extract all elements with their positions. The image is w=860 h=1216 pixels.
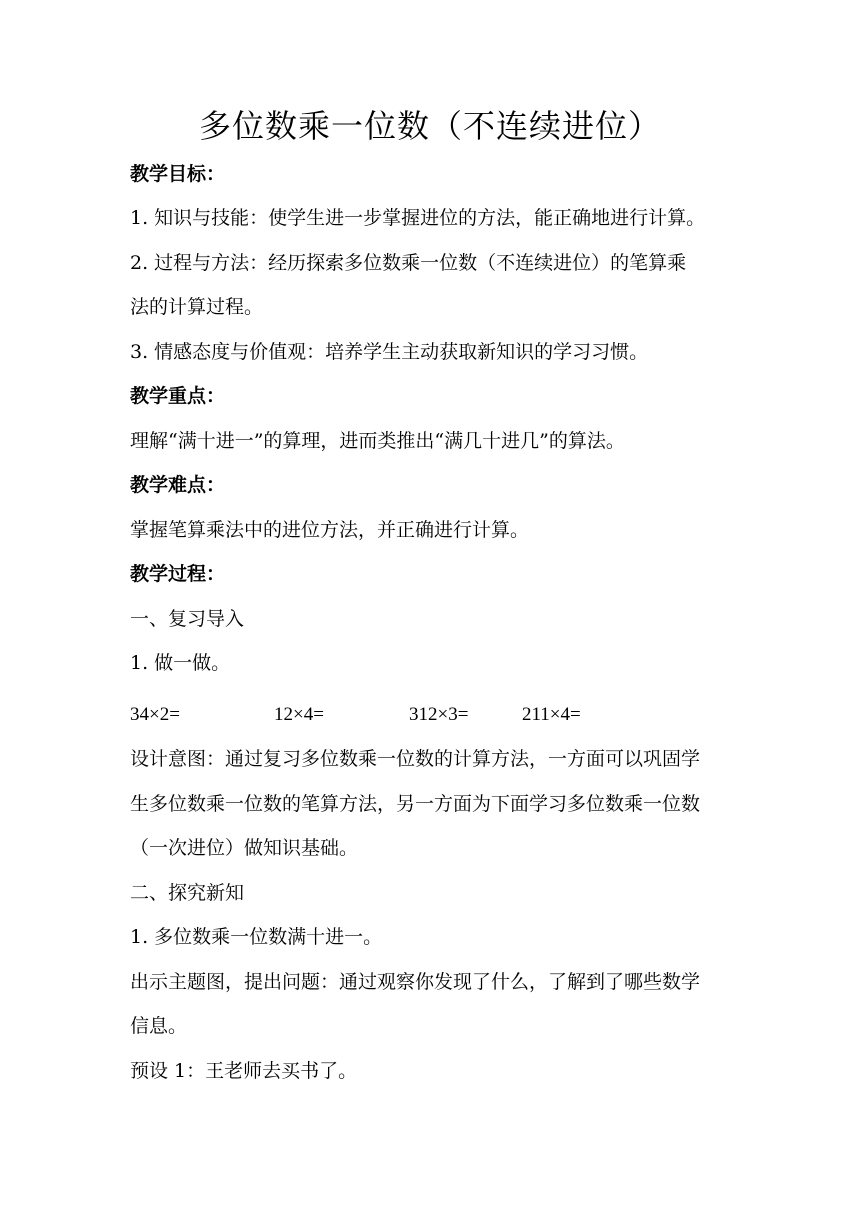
calc-row	[130, 701, 730, 729]
goal-item-3: 3. 情感态度与价值观：培养学生主动获取新知识的学习习惯。	[130, 341, 649, 363]
step-2: 1. 多位数乘一位数满十进一。	[130, 926, 383, 948]
calc-item: 12×4=	[274, 704, 324, 725]
goal-item-2: 2. 过程与方法：经历探索多位数乘一位数（不连续进位）的笔算乘	[130, 252, 687, 274]
design-intent-line-3: （一次进位）做知识基础。	[130, 837, 359, 859]
key-points-text: 理解“满十进一”的算理，进而类推出“满几十进几”的算法。	[130, 430, 625, 452]
process-heading: 教学过程：	[130, 563, 226, 585]
goal-item-2-cont: 法的计算过程。	[130, 296, 264, 318]
design-intent-line-2: 生多位数乘一位数的笔算方法，另一方面为下面学习多位数乘一位数	[130, 793, 701, 815]
step-1: 1. 做一做。	[130, 652, 231, 674]
difficulties-heading: 教学难点：	[130, 474, 226, 496]
calc-item: 312×3=	[409, 704, 469, 725]
page-title: 多位数乘一位数（不连续进位）	[198, 107, 661, 145]
preset-1: 预设 1：王老师去买书了。	[130, 1060, 358, 1082]
key-points-heading: 教学重点：	[130, 385, 226, 407]
difficulties-text: 掌握笔算乘法中的进位方法，并正确进行计算。	[130, 519, 530, 541]
section-1-title: 一、复习导入	[130, 608, 245, 630]
calc-item: 211×4=	[522, 704, 581, 725]
goal-item-1: 1. 知识与技能：使学生进一步掌握进位的方法，能正确地进行计算。	[130, 207, 706, 229]
design-intent-line-1: 设计意图：通过复习多位数乘一位数的计算方法，一方面可以巩固学	[130, 748, 701, 770]
question-line-1: 出示主题图，提出问题：通过观察你发现了什么，了解到了哪些数学	[130, 971, 701, 993]
question-line-2: 信息。	[130, 1015, 188, 1037]
goals-heading: 教学目标：	[130, 163, 226, 185]
calc-item: 34×2=	[130, 704, 180, 725]
section-2-title: 二、探究新知	[130, 882, 245, 904]
